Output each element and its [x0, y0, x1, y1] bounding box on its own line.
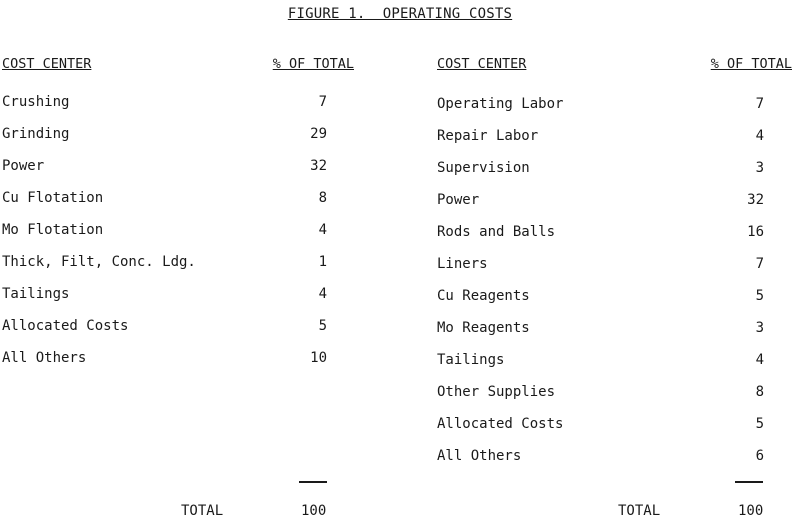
cost-center-name: Liners: [437, 256, 488, 272]
cost-center-name: Supervision: [437, 160, 530, 176]
pct-of-total-value: 32: [747, 192, 764, 208]
cost-center-name: Cu Reagents: [437, 288, 530, 304]
cost-center-name: Allocated Costs: [437, 416, 564, 432]
right-header-pct-of-total: % OF TOTAL: [710, 56, 792, 72]
cost-center-name: Tailings: [2, 286, 70, 302]
table-row: [437, 416, 792, 448]
pct-of-total-value: 3: [755, 320, 764, 336]
cost-center-name: Grinding: [2, 126, 70, 142]
cost-center-name: All Others: [2, 350, 87, 366]
right-sum-rule: [735, 481, 763, 483]
table-row: [2, 350, 354, 382]
table-row: [437, 256, 792, 288]
pct-of-total-value: 7: [755, 96, 764, 112]
pct-of-total-value: 4: [318, 222, 327, 238]
table-row: [2, 190, 354, 222]
table-row: [437, 384, 792, 416]
right-total-label: TOTAL: [618, 503, 661, 519]
table-row: [2, 254, 354, 286]
table-row: [2, 318, 354, 350]
cost-center-name: All Others: [437, 448, 522, 464]
figure-title: [0, 6, 800, 22]
right-total-value: 100: [738, 503, 764, 519]
pct-of-total-value: 4: [318, 286, 327, 302]
left-cost-table: [2, 56, 354, 382]
pct-of-total-value: 5: [318, 318, 327, 334]
table-row: [2, 126, 354, 158]
table-row: [437, 192, 792, 224]
pct-of-total-value: 29: [310, 126, 327, 142]
left-header-cost-center: COST CENTER: [2, 56, 92, 72]
pct-of-total-value: 4: [755, 352, 764, 368]
table-row: [437, 128, 792, 160]
cost-center-name: Power: [2, 158, 45, 174]
cost-center-name: Operating Labor: [437, 96, 564, 112]
right-table-rows: [437, 96, 792, 480]
pct-of-total-value: 8: [318, 190, 327, 206]
pct-of-total-value: 32: [310, 158, 327, 174]
pct-of-total-value: 5: [755, 288, 764, 304]
cost-center-name: Power: [437, 192, 480, 208]
cost-center-name: Rods and Balls: [437, 224, 556, 240]
pct-of-total-value: 4: [755, 128, 764, 144]
cost-center-name: Other Supplies: [437, 384, 556, 400]
table-row: [437, 448, 792, 480]
cost-center-name: Mo Flotation: [2, 222, 104, 238]
table-row: [437, 320, 792, 352]
right-header-cost-center: COST CENTER: [437, 56, 527, 72]
cost-center-name: Crushing: [2, 94, 70, 110]
pct-of-total-value: 1: [318, 254, 327, 270]
table-row: [437, 160, 792, 192]
table-row: [2, 158, 354, 190]
pct-of-total-value: 16: [747, 224, 764, 240]
left-header-pct-of-total: % OF TOTAL: [272, 56, 354, 72]
cost-center-name: Allocated Costs: [2, 318, 129, 334]
table-row: [437, 224, 792, 256]
left-sum-rule: [299, 481, 327, 483]
figure-title-text: FIGURE 1. OPERATING COSTS: [287, 6, 513, 22]
table-row: [437, 352, 792, 384]
pct-of-total-value: 5: [755, 416, 764, 432]
left-table-rows: [2, 94, 354, 382]
cost-center-name: Tailings: [437, 352, 505, 368]
pct-of-total-value: 7: [755, 256, 764, 272]
table-row: [2, 286, 354, 318]
table-row: [437, 288, 792, 320]
right-table-header: [437, 56, 792, 82]
left-total-label: TOTAL: [181, 503, 224, 519]
left-total-value: 100: [301, 503, 327, 519]
table-row: [437, 96, 792, 128]
table-row: [2, 222, 354, 254]
cost-center-name: Mo Reagents: [437, 320, 530, 336]
cost-center-name: Repair Labor: [437, 128, 539, 144]
cost-center-name: Cu Flotation: [2, 190, 104, 206]
right-cost-table: [437, 56, 792, 480]
cost-center-name: Thick, Filt, Conc. Ldg.: [2, 254, 196, 270]
pct-of-total-value: 6: [755, 448, 764, 464]
table-row: [2, 94, 354, 126]
pct-of-total-value: 7: [318, 94, 327, 110]
left-table-header: [2, 56, 354, 82]
pct-of-total-value: 8: [755, 384, 764, 400]
pct-of-total-value: 10: [310, 350, 327, 366]
pct-of-total-value: 3: [755, 160, 764, 176]
